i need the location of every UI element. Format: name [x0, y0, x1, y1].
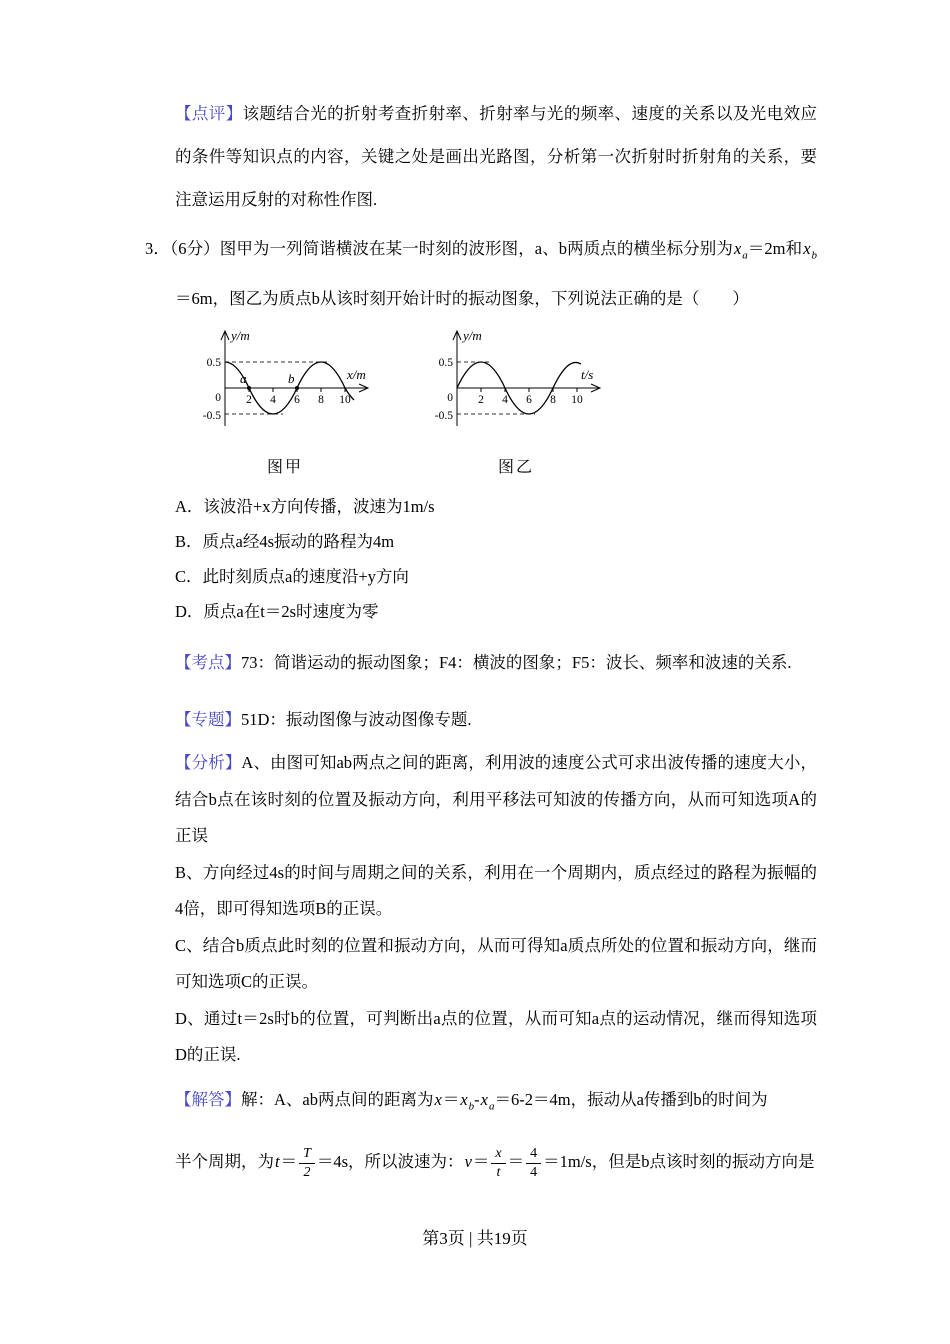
fraction-denominator: t	[496, 1164, 501, 1180]
y-min-label: -0.5	[202, 410, 221, 423]
solution-text-1: 解：A、ab两点间的距离为	[241, 1089, 434, 1109]
tick-label-4: 4	[270, 394, 276, 407]
figures-row	[185, 324, 817, 477]
question-paragraph	[145, 227, 817, 320]
question-score: （6分）	[169, 239, 220, 258]
point-a-dot	[247, 386, 251, 390]
solution-label: 【解答】	[175, 1089, 241, 1109]
formula-text-3: 1m/s，但是b点该时刻的振动方向是	[559, 1152, 815, 1172]
options-list	[145, 489, 817, 629]
fraction-numerator: 4	[526, 1146, 541, 1164]
analysis-label: 【分析】	[175, 753, 242, 773]
fraction-4-over-4	[526, 1146, 541, 1181]
variable-x: x	[434, 1089, 442, 1109]
variable-x: x	[733, 239, 742, 258]
fraction-denominator: 2	[303, 1164, 311, 1180]
equals-sign: ＝	[543, 1152, 560, 1172]
fraction-T-over-2	[299, 1146, 315, 1181]
point-b-dot	[295, 386, 299, 390]
variable-v: v	[464, 1152, 472, 1172]
analysis-paragraph-b: B、方向经过4s的时间与周期之间的关系，利用在一个周期内，质点经过的路程为振幅的4倍，即可得知选项B的正误。	[175, 862, 817, 919]
y-max-label: 0.5	[438, 357, 453, 370]
equals-sign: ＝	[280, 1152, 298, 1172]
subscript-a: a	[488, 1100, 495, 1113]
fraction-numerator: T	[299, 1146, 315, 1164]
key-points-text: 73：简谐运动的振动图象；F4：横波的图象；F5：波长、频率和波速的关系.	[241, 653, 792, 673]
analysis-text-a: A、由图可知ab两点之间的距离，利用波的速度公式可求出波传播的速度大小，结合b点在该时刻的位置及振动方向，利用平移法可知波的传播方向，从而可知选项A的正误	[175, 753, 817, 846]
topic-label: 【专题】	[175, 710, 241, 730]
solution-line	[145, 1078, 817, 1128]
y-axis-label: y/m	[231, 328, 250, 344]
page-number: 第3页 | 共19页	[422, 1229, 528, 1248]
equals-sign: ＝	[442, 1089, 460, 1109]
option-a: A．该波沿+x方向传播，波速为1m/s	[175, 497, 435, 517]
comment-paragraph	[145, 92, 817, 221]
subscript-a: a	[742, 249, 748, 262]
fraction-denominator: 4	[530, 1164, 538, 1180]
y-axis-label: y/m	[463, 328, 482, 344]
analysis-paragraph-d: D、通过t＝2s时b的位置，可判断出a点的位置，从而可知a点的运动情况，继而得知选项D的正误.	[175, 1008, 817, 1065]
analysis-paragraph-a	[145, 745, 817, 855]
key-points-label: 【考点】	[175, 653, 241, 673]
tick-label-2: 2	[246, 394, 252, 407]
minus-sign: -	[474, 1089, 480, 1109]
tick-label-10: 10	[571, 394, 583, 407]
fraction-numerator: x	[491, 1146, 505, 1164]
y-max-label: 0.5	[206, 357, 221, 370]
variable-x: x	[460, 1089, 468, 1109]
subscript-b: b	[468, 1100, 475, 1113]
y-min-label: -0.5	[434, 410, 453, 423]
key-points-line	[145, 641, 817, 684]
page-footer	[0, 1224, 950, 1249]
tick-label-6: 6	[526, 394, 532, 407]
tick-label-8: 8	[318, 394, 324, 407]
question-text-2: ＝2m和	[747, 239, 803, 258]
analysis-paragraph-c: C、结合b质点此时刻的位置和振动方向，从而可得知a质点所处的位置和振动方向，继而可知选项C的正误。	[175, 935, 817, 992]
x-axis-label: x/m	[347, 367, 366, 383]
option-d: D．质点a在t＝2s时速度为零	[175, 602, 379, 622]
vibration-graph-yi	[421, 324, 611, 452]
comment-text: 该题结合光的折射考查折射率、折射率与光的频率、速度的关系以及光电效应的条件等知识点的内容，关键之处是画出光路图，分析第一次折射时折射角的关系，要注意运用反射的对称性作图.	[175, 104, 818, 209]
option-b: B．质点a经4s振动的路程为4m	[175, 532, 395, 552]
figure-jia-caption: 图甲	[266, 459, 303, 477]
variable-t: t	[275, 1152, 280, 1172]
solution-formula-line	[145, 1138, 817, 1186]
tick-label-4: 4	[502, 394, 508, 407]
question-text-1: 图甲为一列简谐横波在某一时刻的波形图，a、b两质点的横坐标分别为	[219, 239, 733, 258]
comment-label: 【点评】	[175, 104, 243, 123]
equals-sign: ＝	[507, 1152, 525, 1172]
figure-jia	[185, 324, 385, 477]
figure-yi	[421, 324, 611, 477]
t-axis-label: t/s	[581, 367, 594, 383]
variable-x: x	[480, 1089, 488, 1109]
variable-x: x	[803, 239, 811, 258]
point-a-label: a	[240, 371, 247, 387]
figure-yi-caption: 图乙	[497, 459, 534, 477]
equals-sign: ＝	[472, 1152, 490, 1172]
subscript-b: b	[811, 249, 818, 262]
waveform-graph-jia	[185, 324, 385, 452]
formula-text-2: 4s，所以波速为：	[333, 1152, 464, 1172]
tick-label-2: 2	[478, 394, 484, 407]
document-content	[145, 92, 817, 1186]
origin-label: 0	[447, 392, 453, 405]
point-b-label: b	[288, 371, 295, 387]
solution-text-2: ＝6-2＝4m，振动从a传播到b的时间为	[494, 1089, 768, 1109]
origin-label: 0	[215, 392, 221, 405]
fraction-x-over-t	[491, 1146, 505, 1181]
tick-label-10: 10	[339, 394, 351, 407]
analysis-section	[145, 745, 817, 1074]
question-text-3: ＝6m，图乙为质点b从该时刻开始计时的振动图象，下列说法正确的是（ ）	[175, 289, 749, 309]
question-number: 3．	[145, 239, 170, 258]
formula-text-1: 半个周期，为	[175, 1152, 274, 1172]
topic-text: 51D：振动图像与波动图像专题.	[241, 710, 472, 730]
tick-label-6: 6	[294, 394, 300, 407]
tick-label-8: 8	[550, 394, 556, 407]
option-c: C．此时刻质点a的速度沿+y方向	[175, 567, 409, 587]
topic-line	[145, 698, 817, 741]
equals-sign: ＝	[316, 1152, 334, 1172]
